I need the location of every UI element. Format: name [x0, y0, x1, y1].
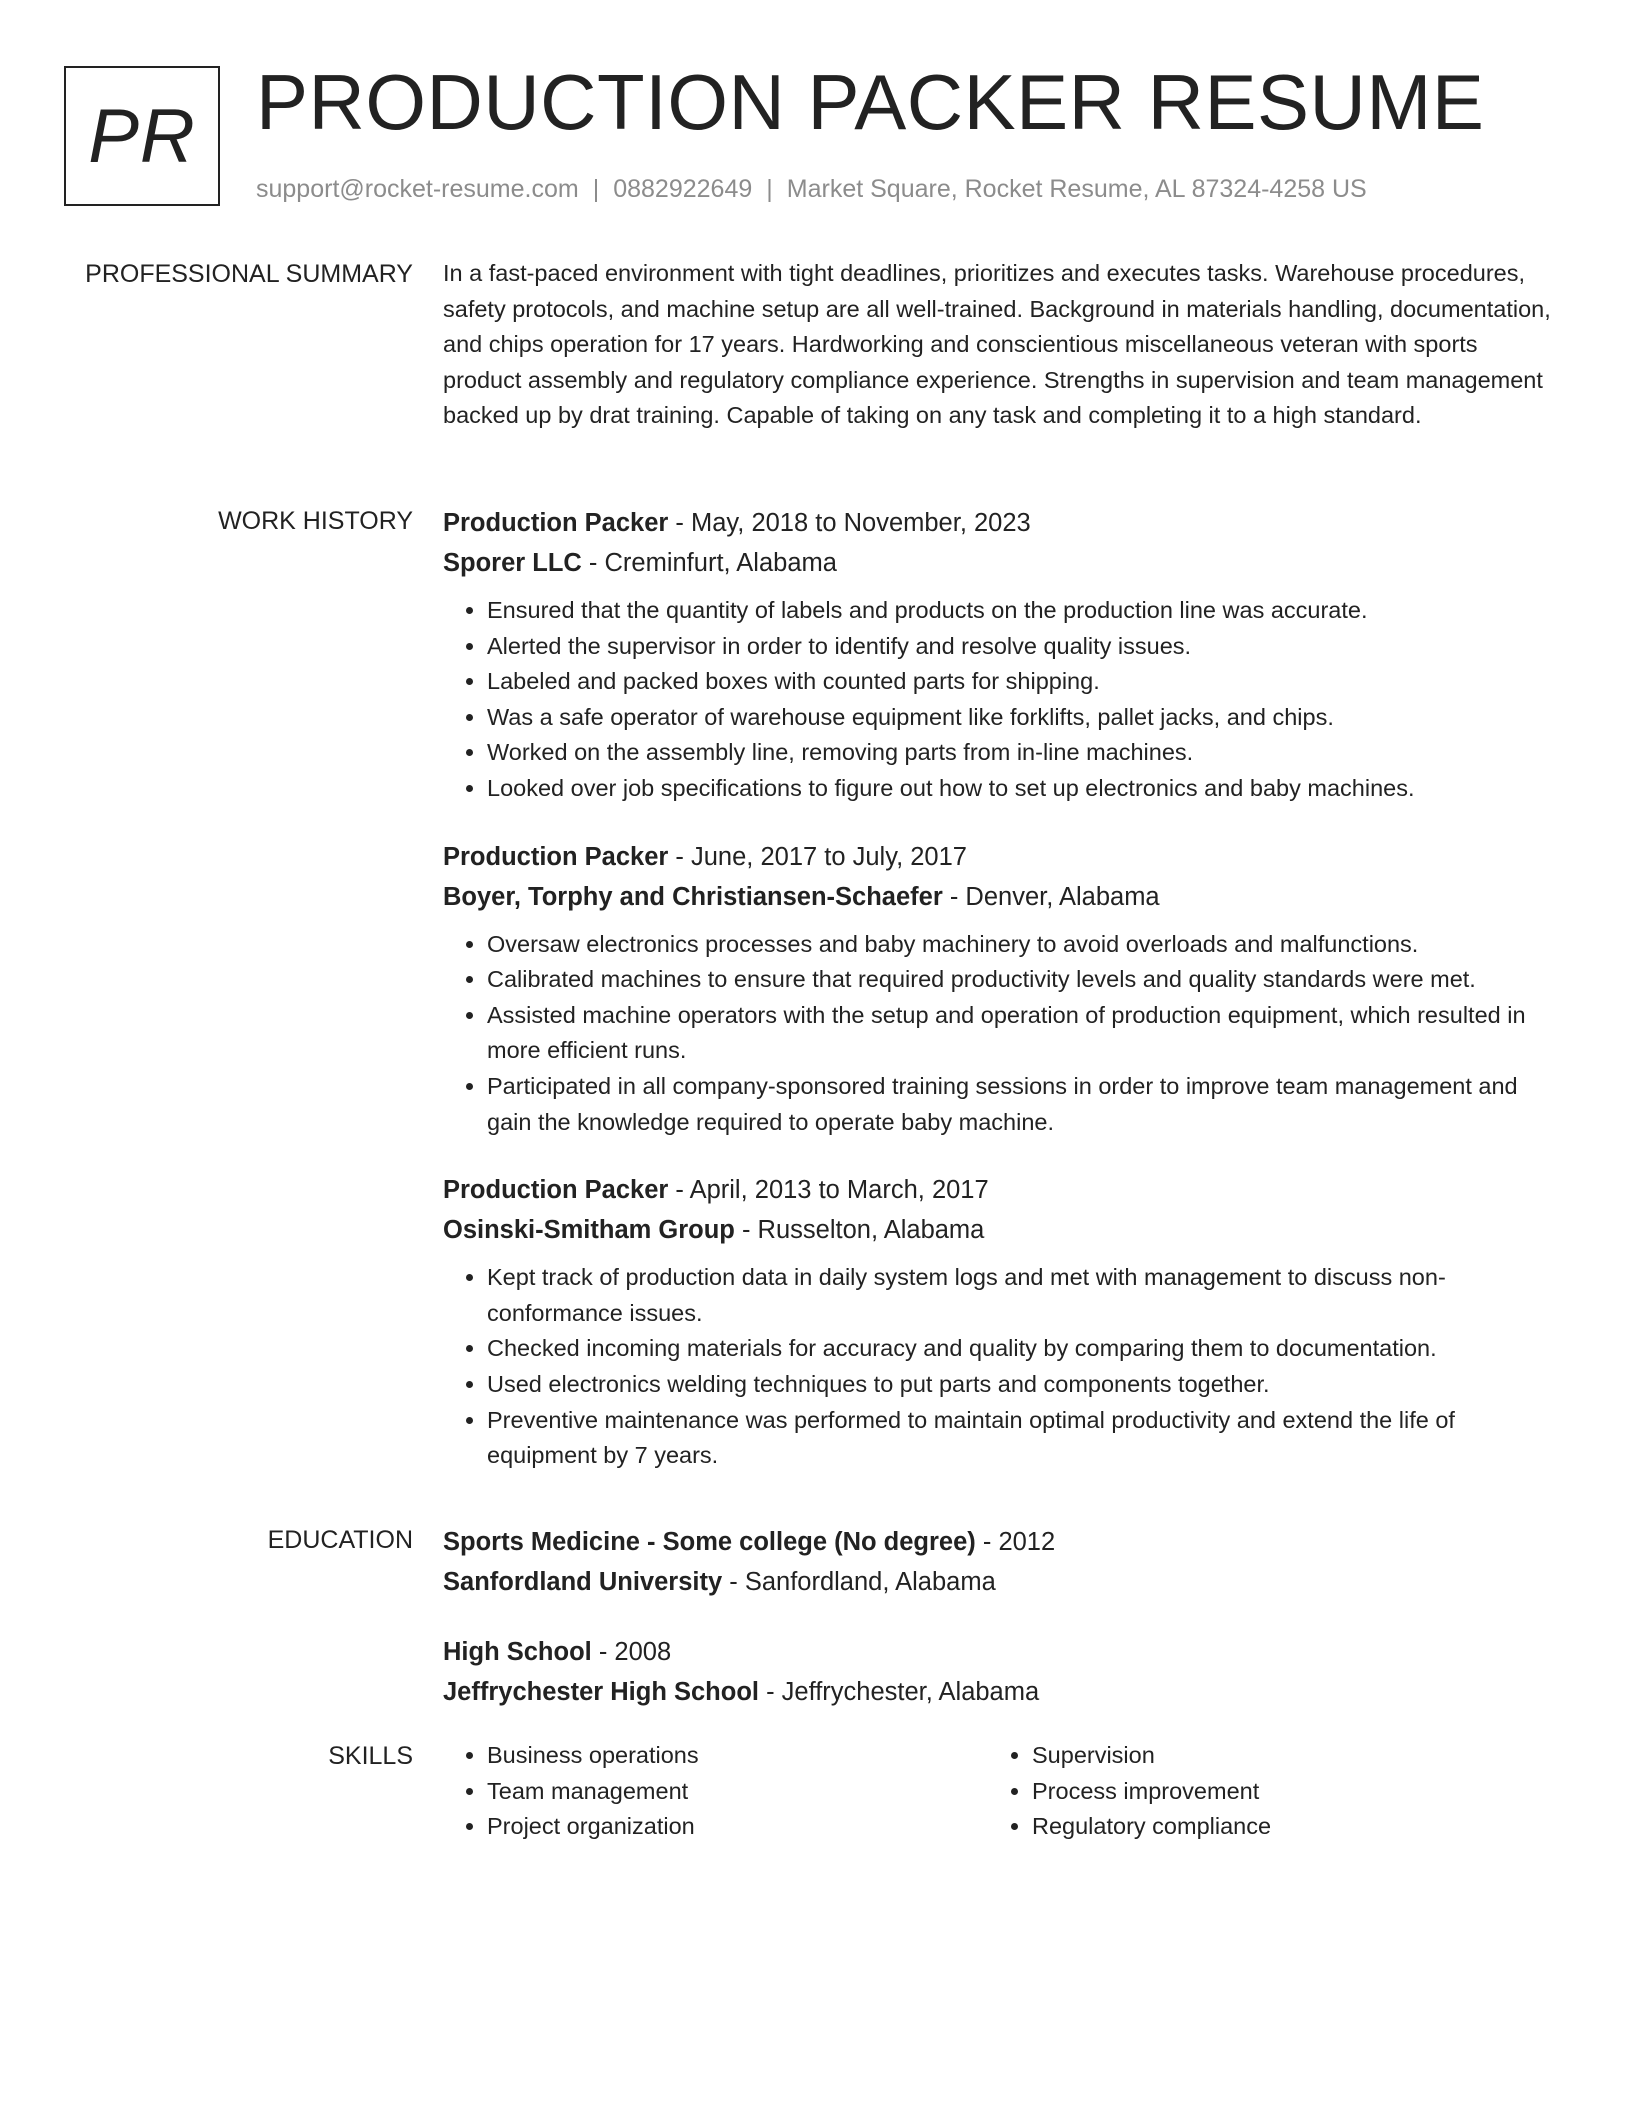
education-degree: High School	[443, 1638, 592, 1666]
contact-separator: |	[766, 175, 773, 203]
summary-text: In a fast-paced environment with tight deadlines, prioritizes and executes tasks. Warehouse procedures, safety protocols, and machine setup are all well-trained. Background in materials handling, documentation, and chips operation for 17 years. Hardworking and conscientious miscellaneous veteran with sports product assembly and regulatory compliance experience. Strengths in supervision and team management backed up by drat training. Capable of taking on any task and completing it to a high standard.	[443, 260, 1551, 429]
resume-title: PRODUCTION PACKER RESUME	[256, 58, 1485, 146]
job-duty-item: • Preventive maintenance was performed to maintain optimal productivity and extend the life of equipment by 7 years.	[487, 1403, 1553, 1474]
contact-phone: 0882922649	[613, 175, 753, 203]
job-entry	[443, 837, 1553, 1141]
job-company: Boyer, Torphy and Christiansen-Schaefer	[443, 882, 943, 911]
education-location: - Jeffrychester, Alabama	[759, 1678, 1040, 1706]
education-body	[443, 1522, 1553, 1742]
job-location: - Denver, Alabama	[942, 882, 1160, 911]
job-location: - Creminfurt, Alabama	[581, 549, 837, 577]
monogram-badge: PR	[64, 66, 220, 206]
section-heading-education: EDUCATION	[267, 1526, 413, 1554]
skill-item: • Project organization	[487, 1809, 988, 1845]
job-duty-item: • Worked on the assembly line, removing parts from in-line machines.	[487, 735, 1553, 771]
job-duty-item: • Participated in all company-sponsored training sessions in order to improve team management and gain the knowledge required to operate baby machine.	[487, 1069, 1553, 1140]
education-year: - 2008	[591, 1638, 672, 1666]
job-duty-item: • Alerted the supervisor in order to identify and resolve quality issues.	[487, 629, 1553, 665]
job-duty-item: • Ensured that the quantity of labels and products on the production line was accurate.	[487, 593, 1553, 629]
education-degree-line	[443, 1632, 1553, 1672]
job-entry	[443, 503, 1553, 807]
section-heading-skills: SKILLS	[328, 1742, 413, 1770]
skill-item: • Regulatory compliance	[1032, 1809, 1533, 1845]
job-title-line	[443, 837, 1553, 877]
job-entry	[443, 1170, 1553, 1474]
education-entry	[443, 1522, 1553, 1602]
skills-body	[443, 1738, 1553, 1845]
job-duty-item: • Was a safe operator of warehouse equipment like forklifts, pallet jacks, and chips.	[487, 700, 1553, 736]
education-entry	[443, 1632, 1553, 1712]
section-heading-work-history: WORK HISTORY	[218, 507, 413, 535]
education-year: - 2012	[975, 1528, 1056, 1556]
summary-body	[443, 256, 1553, 434]
job-dates: - May, 2018 to November, 2023	[668, 509, 1031, 537]
skills-grid	[443, 1738, 1553, 1845]
job-company-line	[443, 543, 1553, 583]
job-duties-list	[443, 1260, 1553, 1474]
job-title: Production Packer	[443, 842, 669, 871]
section-heading-summary: PROFESSIONAL SUMMARY	[85, 260, 413, 288]
work-history-body	[443, 503, 1553, 1504]
education-degree-line	[443, 1522, 1553, 1562]
job-duties-list	[443, 593, 1553, 807]
job-duties-list	[443, 927, 1553, 1141]
education-school: Jeffrychester High School	[443, 1678, 759, 1706]
job-duty-item: • Assisted machine operators with the setup and operation of production equipment, which resulted in more efficient runs.	[487, 998, 1553, 1069]
education-degree: Sports Medicine - Some college (No degree)	[443, 1528, 976, 1556]
job-duty-item: • Kept track of production data in daily system logs and met with management to discuss non-conformance issues.	[487, 1260, 1553, 1331]
contact-address: Market Square, Rocket Resume, AL 87324-4258 US	[786, 175, 1367, 203]
job-dates: - April, 2013 to March, 2017	[668, 1176, 989, 1205]
job-dates: - June, 2017 to July, 2017	[668, 842, 967, 871]
job-duty-item: • Calibrated machines to ensure that required productivity levels and quality standards were met.	[487, 962, 1553, 998]
job-title-line	[443, 1170, 1553, 1210]
education-school: Sanfordland University	[443, 1568, 723, 1596]
contact-line	[256, 172, 1367, 206]
job-company: Osinski-Smitham Group	[443, 1216, 735, 1245]
job-duty-item: • Labeled and packed boxes with counted parts for shipping.	[487, 664, 1553, 700]
job-company-line	[443, 877, 1553, 917]
skill-item: • Team management	[487, 1774, 988, 1810]
job-title-line	[443, 503, 1553, 543]
job-duty-item: • Checked incoming materials for accuracy and quality by comparing them to documentation.	[487, 1331, 1553, 1367]
contact-separator: |	[592, 175, 600, 203]
skill-item: • Process improvement	[1032, 1774, 1533, 1810]
skill-item: • Business operations	[487, 1738, 988, 1774]
contact-email: support@rocket-resume.com	[256, 175, 579, 203]
skills-column-left	[443, 1738, 988, 1845]
job-duty-item: • Oversaw electronics processes and baby machinery to avoid overloads and malfunctions.	[487, 927, 1553, 963]
education-school-line	[443, 1562, 1553, 1602]
education-school-line	[443, 1672, 1553, 1712]
job-title: Production Packer	[443, 1176, 669, 1205]
skills-column-right	[988, 1738, 1533, 1845]
skill-item: • Supervision	[1032, 1738, 1533, 1774]
job-company-line	[443, 1210, 1553, 1250]
job-duty-item: • Looked over job specifications to figure out how to set up electronics and baby machines.	[487, 771, 1553, 807]
job-location: - Russelton, Alabama	[734, 1216, 985, 1245]
job-title: Production Packer	[443, 509, 669, 537]
job-company: Sporer LLC	[443, 549, 582, 577]
education-location: - Sanfordland, Alabama	[722, 1568, 996, 1596]
job-duty-item: • Used electronics welding techniques to put parts and components together.	[487, 1367, 1553, 1403]
